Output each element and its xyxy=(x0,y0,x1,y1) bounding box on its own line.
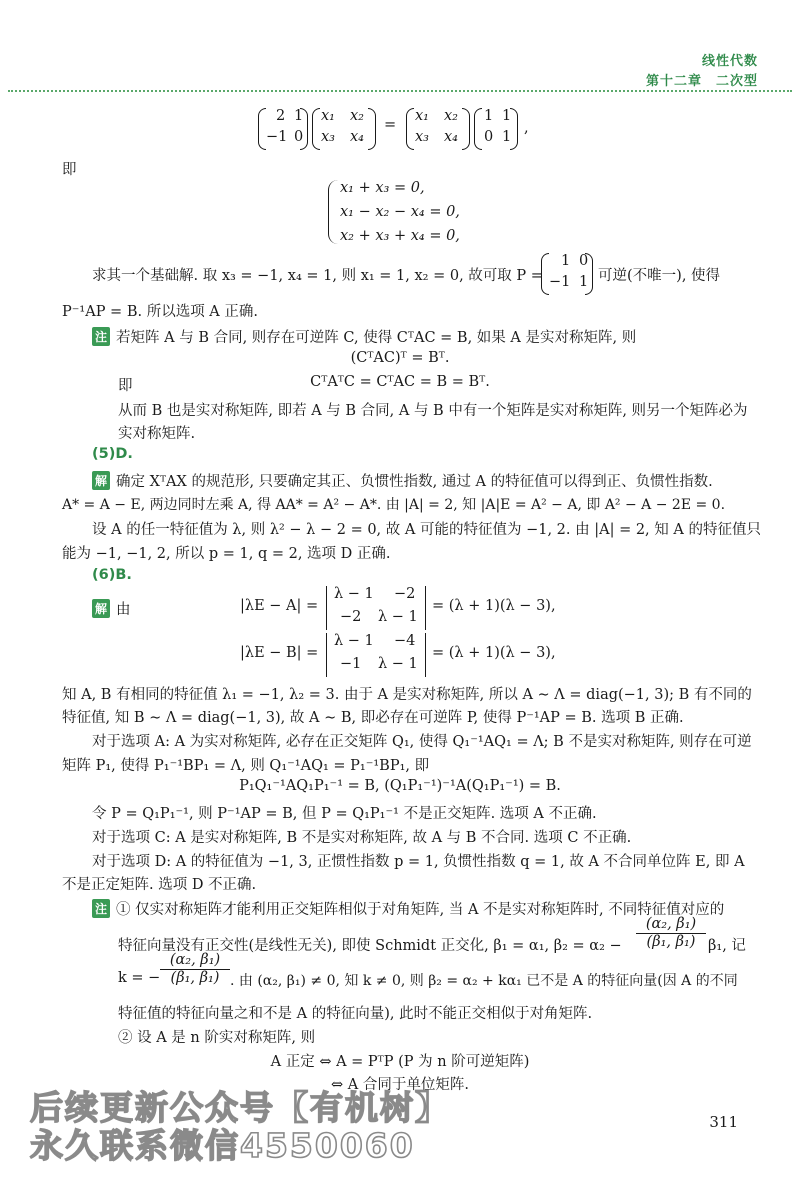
fraction-2 xyxy=(160,952,230,986)
matrix-cell: x₂ xyxy=(350,108,364,124)
paragraph-ji: 即 xyxy=(62,162,77,178)
det-cell: −2 xyxy=(394,586,416,602)
matrix-cell: 1 xyxy=(294,108,304,124)
note-2-line-5: ② 设 A 是 n 阶实对称矩阵, 则 xyxy=(118,1030,316,1046)
q6-you: 由 xyxy=(116,602,131,618)
matrix-a xyxy=(258,108,308,150)
fraction-numerator: (α₂, β₁) xyxy=(160,952,230,970)
matrix-p xyxy=(541,253,593,295)
matrix-cell: 1 xyxy=(579,274,589,290)
chapter-title: 第十二章 二次型 xyxy=(645,74,758,89)
note-2 xyxy=(92,898,724,919)
q6-line-4: 矩阵 P₁, 使得 P₁⁻¹BP₁ = Λ, 则 Q₁⁻¹AQ₁ = P₁⁻¹BP₁, 即 xyxy=(62,758,430,774)
matrix-equation xyxy=(258,106,548,152)
matrix-cell: x₃ xyxy=(415,129,429,145)
fraction-denominator: (β₁, β₁) xyxy=(170,970,220,986)
system-eq-2: x₁ − x₂ − x₄ = 0, xyxy=(340,204,460,220)
solve-text-post: 可逆(不唯一), 使得 xyxy=(598,268,721,284)
matrix-cell: x₂ xyxy=(444,108,458,124)
det-2 xyxy=(326,633,426,677)
matrix-x-left xyxy=(312,108,376,150)
q6-line-8: 对于选项 D: A 的特征值为 −1, 3, 正惯性指数 p = 1, 负惯性指数 q = 1, 故 A 不合同单位阵 E, 即 A xyxy=(92,854,745,870)
matrix-cell: 1 xyxy=(502,108,512,124)
q6-line-1: 知 A, B 有相同的特征值 λ₁ = −1, λ₂ = 3. 由于 A 是实对称矩阵, 所以 A ∼ Λ = diag(−1, 3); B 有不同的 xyxy=(62,687,752,703)
matrix-cell: −1 xyxy=(266,129,288,145)
matrix-cell: 0 xyxy=(579,253,589,269)
q6-line-3: 对于选项 A: A 为实对称矩阵, 必存在正交矩阵 Q₁, 使得 Q₁⁻¹AQ₁ = Λ; B 不是实对称矩阵, 则存在可逆 xyxy=(92,734,752,750)
det-1 xyxy=(326,586,426,630)
note-2-line-1: ① 仅实对称矩阵才能利用正交矩阵相似于对角矩阵, 当 A 不是实对称矩阵时, 不同特征值对应的 xyxy=(116,902,725,918)
matrix-cell: 1 xyxy=(502,129,512,145)
det-cell: λ − 1 xyxy=(334,633,374,649)
matrix-cell: x₁ xyxy=(415,108,429,124)
note-tag: 注 xyxy=(92,899,110,918)
note-2-line-7: ⇔ A 合同于单位矩阵. xyxy=(331,1077,469,1093)
question-6-label: (6)B. xyxy=(92,567,132,583)
solve-conclusion: P⁻¹AP = B. 所以选项 A 正确. xyxy=(62,304,258,320)
note-1-text-3: 实对称矩阵. xyxy=(118,426,196,442)
matrix-cell: 2 xyxy=(276,108,286,124)
det-cell: λ − 1 xyxy=(378,656,418,672)
question-5-label: (5)D. xyxy=(92,446,133,462)
det-1-left: |λE − A| = xyxy=(240,598,319,614)
q5-line-2: A* = A − E, 两边同时左乘 A, 得 AA* = A² − A*. 由 |A| = 2, 知 |A|E = A² − A, 即 A² − A − 2E = 0. xyxy=(62,497,726,513)
matrix-cell: x₁ xyxy=(321,108,335,124)
q6-line-5: P₁Q₁⁻¹AQ₁P₁⁻¹ = B, (Q₁P₁⁻¹)⁻¹A(Q₁P₁⁻¹) = B. xyxy=(239,778,561,794)
equals-sign: = xyxy=(384,117,397,133)
note-1-text-2: 从而 B 也是实对称矩阵, 即若 A 与 B 合同, A 与 B 中有一个矩阵是实对称矩阵, 则另一个矩阵必为 xyxy=(118,403,748,419)
det-2-right: = (λ + 1)(λ − 3), xyxy=(432,645,556,661)
det-1-right: = (λ + 1)(λ − 3), xyxy=(432,598,556,614)
q6-line-2: 特征值, 知 B ∼ Λ = diag(−1, 3), 故 A ∼ B, 即必存在可逆阵 P, 使得 P⁻¹AP = B. 选项 B 正确. xyxy=(62,710,684,726)
q6-line-7: 对于选项 C: A 是实对称矩阵, B 不是实对称矩阵, 故 A 与 B 不合同. 选项 C 不正确. xyxy=(92,830,632,846)
note-2-line-3b: . 由 (α₂, β₁) ≠ 0, 知 k ≠ 0, 则 β₂ = α₂ + kα₁ 已不是 A 的特征向量(因 A 的不同 xyxy=(230,973,738,989)
matrix-cell: 1 xyxy=(561,253,571,269)
solution-tag: 解 xyxy=(92,599,110,618)
book-title: 线性代数 xyxy=(701,54,758,69)
det-cell: −2 xyxy=(340,609,362,625)
header-divider xyxy=(8,90,792,92)
solution-tag: 解 xyxy=(92,471,110,490)
det-cell: λ − 1 xyxy=(334,586,374,602)
q5-solution-1 xyxy=(92,470,713,491)
note-1-eq2: CᵀAᵀC = CᵀAC = B = Bᵀ. xyxy=(310,374,490,390)
q6-line-6: 令 P = Q₁P₁⁻¹, 则 P⁻¹AP = B, 但 P = Q₁P₁⁻¹ 不是正交矩阵. 选项 A 不正确. xyxy=(92,806,597,822)
q6-solution-intro xyxy=(92,598,131,619)
note-1 xyxy=(92,326,636,347)
fraction-numerator: (α₂, β₁) xyxy=(636,916,706,934)
note-1-text: 若矩阵 A 与 B 合同, 则存在可逆阵 C, 使得 CᵀAC = B, 如果 A 是实对称矩阵, 则 xyxy=(116,330,637,346)
matrix-b xyxy=(474,108,518,150)
note-tag: 注 xyxy=(92,327,110,346)
det-cell: −1 xyxy=(340,656,362,672)
q5-line-4: 能为 −1, −1, 2, 所以 p = 1, q = 2, 选项 D 正确. xyxy=(62,546,391,562)
q5-line-3: 设 A 的任一特征值为 λ, 则 λ² − λ − 2 = 0, 故 A 可能的特征值为 −1, 2. 由 |A| = 2, 知 A 的特征值只 xyxy=(92,522,761,538)
note-1-ji: 即 xyxy=(118,378,133,394)
matrix-cell: x₄ xyxy=(444,129,458,145)
note-2-line-6: A 正定 ⇔ A = PᵀP (P 为 n 阶可逆矩阵) xyxy=(270,1054,530,1070)
matrix-cell: x₃ xyxy=(321,129,335,145)
fraction-1 xyxy=(636,916,706,950)
page-number: 311 xyxy=(709,1113,738,1131)
watermark-line-1: 后续更新公众号【有机树】 xyxy=(30,1088,450,1127)
matrix-cell: 0 xyxy=(294,129,304,145)
note-2-line-3a: k = − xyxy=(118,970,161,986)
q5-line-1: 确定 XᵀAX 的规范形, 只要确定其正、负惯性指数, 通过 A 的特征值可以得到正、负惯性指数. xyxy=(116,474,713,490)
solve-text: 求其一个基础解. 取 x₃ = −1, x₄ = 1, 则 x₁ = 1, x₂ = 0, 故可取 P = xyxy=(92,268,543,284)
note-2-line-2b: β₁, 记 xyxy=(708,938,746,954)
system-eq-3: x₂ + x₃ + x₄ = 0, xyxy=(340,228,460,244)
matrix-cell: 0 xyxy=(484,129,494,145)
matrix-cell: −1 xyxy=(549,274,571,290)
q6-line-9: 不是正定矩阵. 选项 D 不正确. xyxy=(62,877,257,893)
note-2-line-4: 特征值的特征向量之和不是 A 的特征向量), 此时不能正交相似于对角矩阵. xyxy=(118,1006,593,1022)
matrix-cell: x₄ xyxy=(350,129,364,145)
fraction-denominator: (β₁, β₁) xyxy=(646,934,696,950)
note-2-line-2: 特征向量没有正交性(是线性无关), 即使 Schmidt 正交化, β₁ = α₁, β₂ = α₂ − xyxy=(118,938,622,954)
matrix-cell: 1 xyxy=(484,108,494,124)
watermark-line-2: 永久联系微信4550060 xyxy=(30,1126,415,1165)
system-eq-1: x₁ + x₃ = 0, xyxy=(340,180,425,196)
matrix-x-right xyxy=(406,108,470,150)
trailing-comma: , xyxy=(524,120,529,136)
det-2-left: |λE − B| = xyxy=(240,645,319,661)
det-cell: −4 xyxy=(394,633,416,649)
det-cell: λ − 1 xyxy=(378,609,418,625)
note-1-eq1: (CᵀAC)ᵀ = Bᵀ. xyxy=(350,350,450,366)
